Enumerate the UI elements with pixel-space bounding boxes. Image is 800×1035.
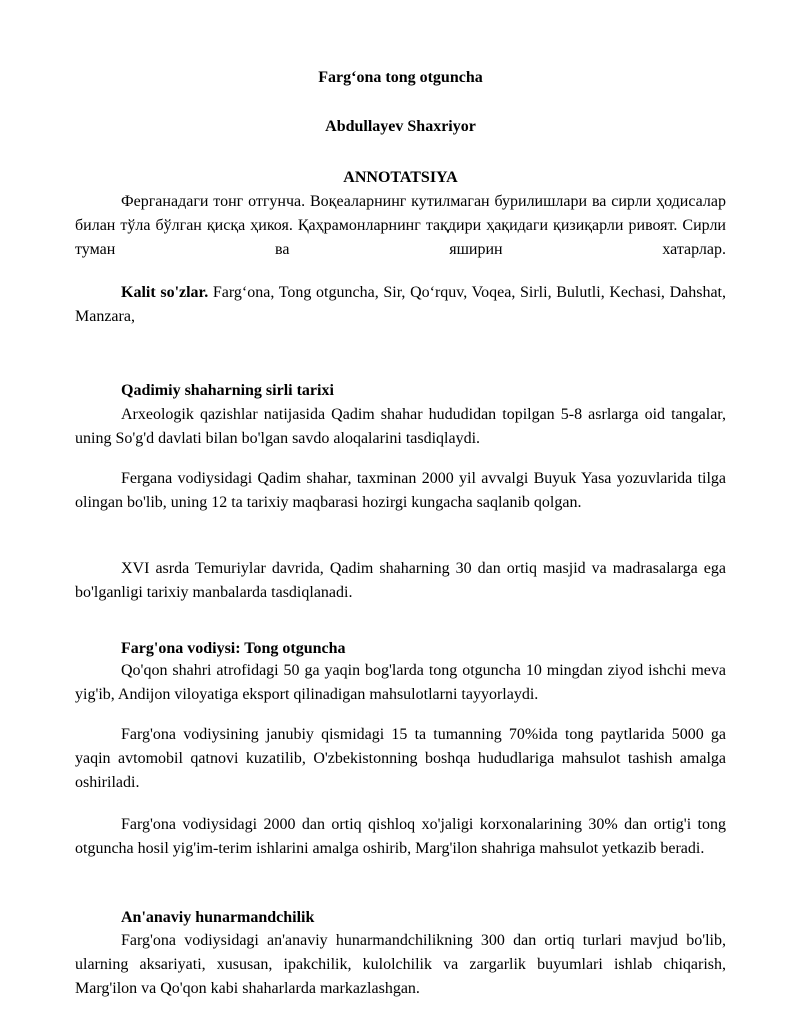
document-title: Farg‘ona tong otguncha — [318, 69, 483, 86]
section-paragraph: Farg'ona vodiysining janubiy qismidagi 15 ta tumanning 70%ida tong paytlarida 5000 ga yaqin avtomobil qatnovi kuzatilib, O'zbekistonning boshqa hududlariga mahsulot tashish amalga oshiriladi. — [75, 726, 726, 791]
section-heading-fergana-valley: Farg'ona vodiysi: Tong otguncha — [121, 640, 346, 657]
keywords-label: Kalit so'zlar. — [121, 284, 209, 301]
section-paragraph: Farg'ona vodiysidagi 2000 dan ortiq qishloq xo'jaligi korxonalarining 30% dan ortig'i tong otguncha hosil yig'im-terim ishlarini amalga oshirib, Marg'ilon shahriga mahsulot yetkazib beradi. — [75, 816, 726, 857]
section-paragraph: Fergana vodiysidagi Qadim shahar, taxminan 2000 yil avvalgi Buyuk Yasa yozuvlarida tilga olingan bo'lib, uning 12 ta tarixiy maqbarasi hozirgi kungacha saqlanib qolgan. — [75, 470, 726, 511]
section-heading-ancient-city: Qadimiy shaharning sirli tarixi — [121, 382, 334, 399]
section-paragraph: XVI asrda Temuriylar davrida, Qadim shaharning 30 dan ortiq masjid va madrasalarga ega bo'lganligi tarixiy manbalarda tasdiqlanadi. — [75, 560, 726, 601]
annotation-text: Ферганадаги тонг отгунча. Воқеаларнинг кутилмаган бурилишлари ва сирли ҳодисалар билан тўла бўлган қисқа ҳикоя. Қаҳрамонларнинг тақдири ҳақидаги қизиқарли ривоят. Сирли туман ва яширин хатарлар. — [75, 193, 726, 258]
author-name: Abdullayev Shaxriyor — [325, 118, 476, 135]
section-paragraph: Arxeologik qazishlar natijasida Qadim shahar hududidan topilgan 5-8 asrlarga oid tangalar, uning So'g'd davlati bilan bo'lgan savdo aloqalarini tasdiqlaydi. — [75, 406, 726, 447]
section-paragraph: Farg'ona vodiysidagi an'anaviy hunarmandchilikning 300 dan ortiq turlari mavjud bo'lib, ularning aksariyati, xususan, ipakchilik, kulolchilik va zargarlik buyumlari ishlab chiqarish, Marg'ilon va Qo'qon kabi shaharlarda markazlashgan. — [75, 932, 726, 997]
keywords-text: Farg‘ona, Tong otguncha, Sir, Qo‘rquv, Voqea, Sirli, Bulutli, Kechasi, Dahshat, Manzara, — [75, 284, 727, 325]
annotation-heading: ANNOTATSIYA — [343, 169, 458, 186]
keywords-paragraph — [75, 281, 726, 329]
section-paragraph: Qo'qon shahri atrofidagi 50 ga yaqin bog'larda tong otguncha 10 mingdan ziyod ishchi meva yig'ib, Andijon viloyatiga eksport qilinadigan mahsulotlarni tayyorlaydi. — [75, 662, 726, 703]
section-heading-crafts: An'anaviy hunarmandchilik — [121, 909, 315, 926]
